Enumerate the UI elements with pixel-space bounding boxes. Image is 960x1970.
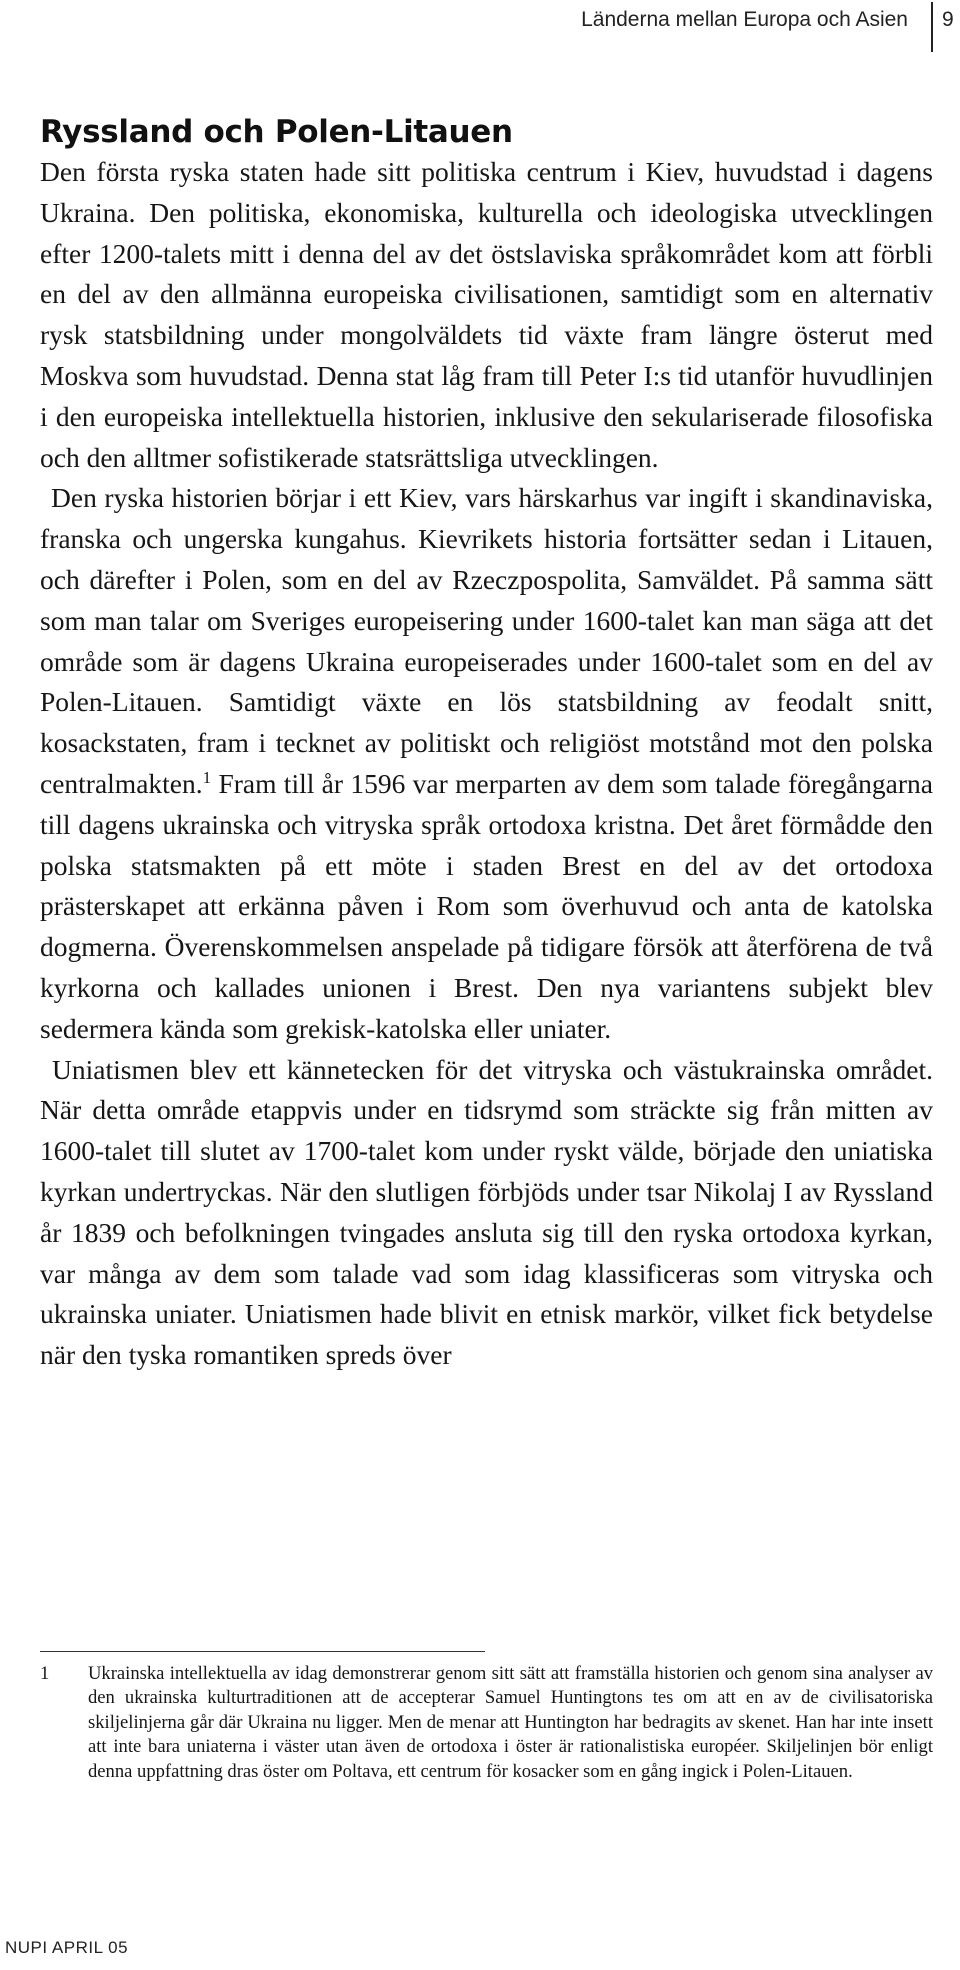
page-number: 9 xyxy=(942,8,954,31)
footnote-text: Ukrainska intellektuella av idag demonstrerar genom sitt sätt att framställa historien och genom sina analyser av den ukrainska kulturtraditionen att de accepterar Samuel Huntingtons tes om att en av de civilisatoriska skiljelinjerna går där Ukraina nu ligger. Men de menar att Huntington har bedragits av skenet. Han har inte insett att inte bara uniaterna i väster utan även de ortodoxa i öster är rationalistiska européer. Skiljelinjen bör enligt denna uppfattning dras öster om Poltava, ett centrum för kosacker som en gång ingick i Polen-Litauen. xyxy=(88,1663,933,1782)
footnote-divider xyxy=(40,1651,485,1652)
paragraph-2 xyxy=(40,478,933,1049)
page-header xyxy=(0,0,960,60)
paragraph-2-text: Den ryska historien börjar i ett Kiev, vars härskarhus var ingift i skandinaviska, franska och ungerska kungahus. Kievrikets historia fortsätter sedan i Litauen, och därefter i Polen, som en del av Rzeczpospolita, Samväldet. På samma sätt som man talar om Sveriges europeisering under 1600-talet kan man säga att det område som är dagens Ukraina europeiserades under 1600-talet som en del av Polen-Litauen. Samtidigt växte en lös statsbildning av feodalt snitt, kosackstaten, fram i tecknet av politiskt och religiöst motstånd mot den polska centralmakten. xyxy=(40,482,933,799)
section-heading: Ryssland och Polen-Litauen xyxy=(40,114,513,150)
main-content xyxy=(40,112,933,1376)
paragraph-1: Den första ryska staten hade sitt politiska centrum i Kiev, huvudstad i dagens Ukraina. Den politiska, ekonomiska, kulturella och ideologiska utvecklingen efter 1200-talets mitt i denna del av det östslaviska språkområdet kom att förbli en del av den allmänna europeiska civilisationen, samtidigt som en alternativ rysk statsbildning under mongolväldets tid växte fram längre österut med Moskva som huvudstad. Denna stat låg fram till Peter I:s tid utanför huvudlinjen i den europeiska intellektuella historien, inklusive den sekulariserade filosofiska och den alltmer sofistikerade statsrättsliga utvecklingen. xyxy=(40,156,933,473)
footnote-number: 1 xyxy=(40,1663,50,1684)
footnote xyxy=(40,1662,933,1784)
paragraph-2-continuation: Fram till år 1596 var merparten av dem som talade föregångarna till dagens ukrainska och vitryska språk ortodoxa kristna. Det året förmådde den polska statsmakten på ett möte i staden Brest en del av det ortodoxa prästerskapet att erkänna påven i Rom som överhuvud och anta de katolska dogmerna. Överenskommelsen anspelade på tidigare försök att återförena de två kyrkorna och kallades unionen i Brest. Den nya variantens subjekt blev sedermera kända som grekisk-katolska eller uniater. xyxy=(40,767,933,1044)
paragraph-3: Uniatismen blev ett kännetecken för det vitryska och västukrainska området. När detta område etappvis under en tidsrymd som sträckte sig från mitten av 1600-talet till slutet av 1700-talet kom under ryskt välde, började den uniatiska kyrkan undertryckas. När den slutligen förbjöds under tsar Nikolaj I av Ryssland år 1839 och befolkningen tvingades ansluta sig till den ryska ortodoxa kyrkan, var många av dem som talade vad som idag klassificeras som vitryska och ukrainska uniater. Uniatismen hade blivit en etnisk markör, vilket fick betydelse när den tyska romantiken spreds över xyxy=(40,1053,933,1371)
header-divider xyxy=(931,2,933,52)
page-footer: NUPI APRIL 05 xyxy=(5,1938,129,1957)
footnote-reference[interactable]: 1 xyxy=(202,767,212,787)
running-title: Länderna mellan Europa och Asien xyxy=(581,8,908,31)
